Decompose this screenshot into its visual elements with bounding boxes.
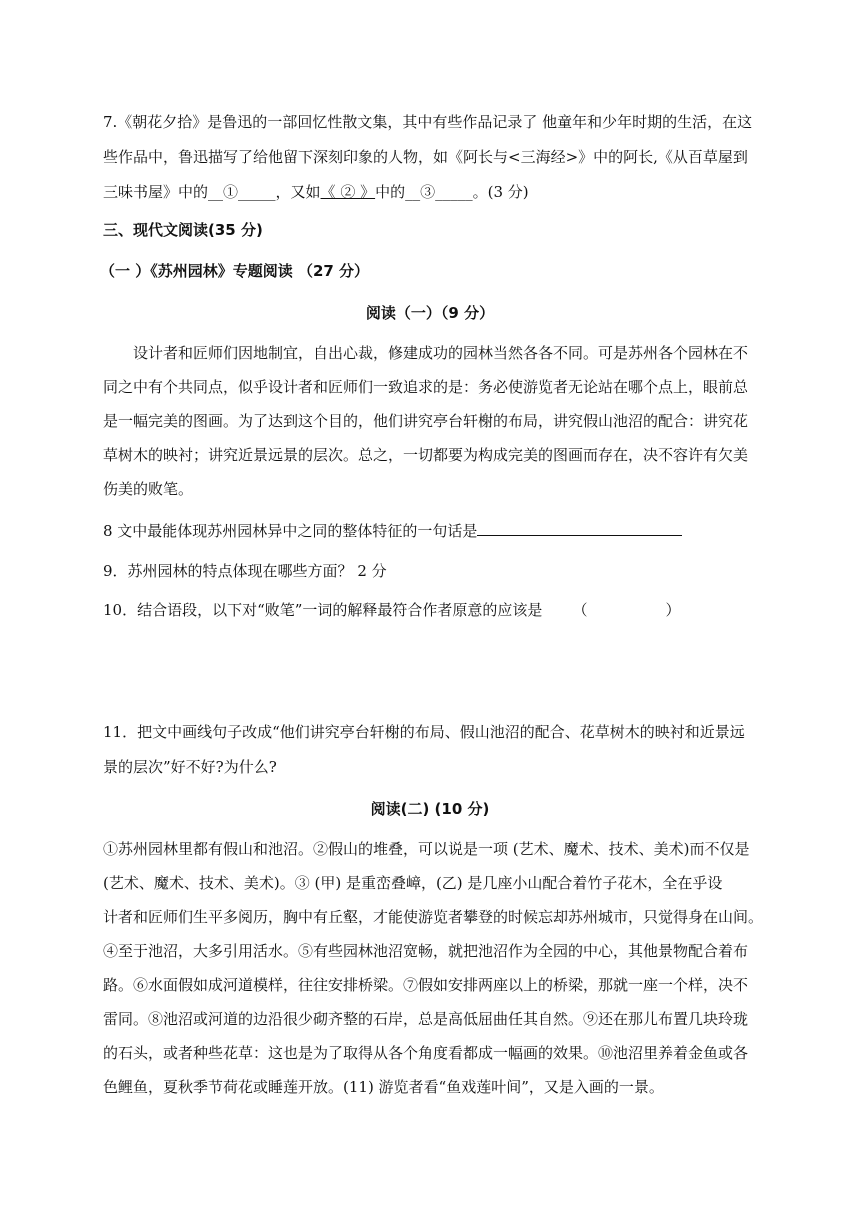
reading-1-line-1: 设计者和匠师们因地制宜，自出心裁，修建成功的园林当然各各不同。可是苏州各个园林在不	[133, 344, 749, 362]
reading-2-line-8: 色鲤鱼，夏秋季节荷花或睡莲开放。(11) 游览者看“鱼戏莲叶间”，又是入画的一景。	[103, 1078, 664, 1096]
reading-2-title: 阅读(二) (10 分)	[370, 800, 490, 818]
q7-line-3	[103, 182, 763, 202]
q10-paren-close: ）	[665, 601, 681, 619]
q11-line-1: 11．把文中画线句子改成“他们讲究亭台轩榭的布局、假山池沼的配合、花草树木的映衬和近景远	[103, 723, 745, 741]
q10-stem	[103, 600, 763, 620]
subsection-1-title: （一 ）《苏州园林》专题阅读 （27 分）	[100, 262, 370, 280]
q11-line-2: 景的层次”好不好?为什么?	[103, 758, 277, 776]
q7-line-3-text-b: ，又如	[275, 183, 321, 201]
q8	[103, 521, 763, 541]
q8-answer-blank[interactable]	[477, 521, 682, 536]
q7-line-3-text-a: 三味书屋》中的	[103, 183, 209, 201]
reading-2-line-5: 路。⑥水面假如成河道模样，往往安排桥梁。⑦假如安排两座以上的桥梁，那就一座一个样，决不	[103, 976, 749, 994]
reading-2-line-6: 雷同。⑧池沼或河道的边沿很少砌齐整的石岸，总是高低屈曲任其自然。⑨还在那儿布置几块玲珑	[103, 1010, 749, 1028]
q10-paren-open: （	[572, 601, 588, 619]
reading-1-title: 阅读（一）（9 分）	[365, 304, 495, 322]
reading-2-line-7: 的石头，或者种些花草：这也是为了取得从各个角度看都成一幅画的效果。⑩池沼里养着金鱼或各	[103, 1044, 749, 1062]
q10-stem-text: 10．结合语段，以下对“败笔”一词的解释最符合作者原意的应该是	[103, 601, 543, 619]
reading-1-line-3: 是一幅完美的图画。为了达到这个目的，他们讲究亭台轩榭的布局，讲究假山池沼的配合：讲究花	[103, 412, 749, 430]
reading-2-line-3: 计者和匠师们生平多阅历，胸中有丘壑，才能使游览者攀登的时候忘却苏州城市，只觉得身在山间。	[103, 908, 763, 926]
reading-2-line-4: ④至于池沼，大多引用活水。⑤有些园林池沼宽畅，就把池沼作为全园的中心，其他景物配合着布	[103, 942, 749, 960]
reading-1-line-4: 草树木的映衬；讲究近景远景的层次。总之，一切都要为构成完美的图画而存在，决不容许有欠美	[103, 446, 749, 464]
q8-text: 8 文中最能体现苏州园林异中之同的整体特征的一句话是	[103, 522, 478, 540]
q7-line-3-text-c: 中的	[375, 183, 406, 201]
q7-line-2: 些作品中，鲁迅描写了给他留下深刻印象的人物，如《阿长与<三海经>》中的阿长,《从百草屋到	[103, 148, 748, 166]
q7-blank-3: __③_____	[405, 183, 473, 201]
q7-line-1: 7.《朝花夕拾》是鲁迅的一部回忆性散文集，其中有些作品记录了 他童年和少年时期的生活，在这	[103, 113, 753, 131]
q7-blank-2: 《 ② 》	[320, 183, 376, 201]
q7-line-3-text-d: 。(3 分)	[472, 183, 529, 201]
reading-2-line-2: (艺术、魔术、技术、美术)。③ (甲) 是重峦叠嶂，(乙) 是几座小山配合着竹子花木，全在乎设	[103, 874, 723, 892]
section-3-title: 三、现代文阅读(35 分)	[103, 221, 263, 239]
reading-1-line-2: 同之中有个共同点，似乎设计者和匠师们一致追求的是：务必使游览者无论站在哪个点上，眼前总	[103, 378, 749, 396]
q7-blank-1: __①_____	[208, 183, 276, 201]
reading-2-line-1: ①苏州园林里都有假山和池沼。②假山的堆叠，可以说是一项 (艺术、魔术、技术、美术)而不仅是	[103, 840, 750, 858]
reading-1-line-5: 伤美的败笔。	[103, 480, 194, 498]
q9: 9．苏州园林的特点体现在哪些方面？ 2 分	[103, 562, 387, 580]
